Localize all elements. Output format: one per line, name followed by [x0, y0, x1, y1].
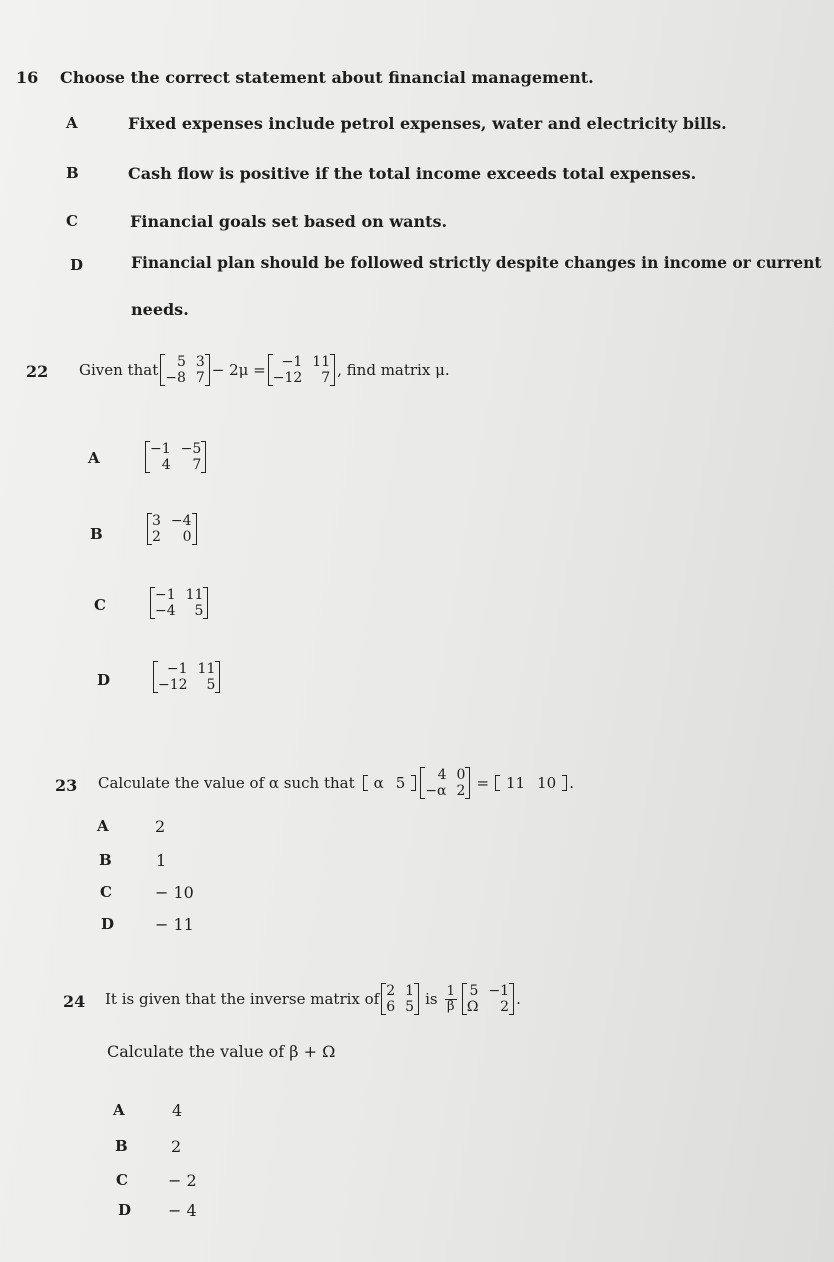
q16-option-b-letter: B: [66, 164, 79, 182]
q23-stem: [98, 763, 574, 803]
q23-option-c-letter: C: [100, 883, 112, 901]
q16-option-b-text: Cash flow is positive if the total income exceeds total expenses.: [128, 164, 697, 183]
q24-matrix-2: 5 −1 Ω 2: [462, 983, 514, 1015]
q23-option-d-text: − 11: [155, 915, 194, 934]
q24-option-b-text: 2: [171, 1137, 182, 1156]
q16-option-c-text: Financial goals set based on wants.: [130, 212, 448, 231]
q16-option-a-letter: A: [66, 114, 78, 132]
q24-number: 24: [63, 992, 86, 1011]
q24-option-c-text: − 2: [168, 1171, 197, 1190]
q23-option-b-text: 1: [156, 851, 167, 870]
q23-equals: =: [476, 774, 490, 792]
q22-matrix-1: 5 3 −8 7: [160, 354, 210, 386]
q23-number: 23: [55, 776, 78, 795]
q16-stem: Choose the correct statement about financial management.: [60, 68, 594, 87]
q24-stem-line2: Calculate the value of β + Ω: [107, 1042, 336, 1061]
q23-row-matrix-1: α 5: [363, 774, 417, 792]
q23-matrix: 4 0 −α 2: [420, 767, 470, 799]
q16-option-c-letter: C: [66, 212, 78, 230]
q23-row-matrix-2: 11 10: [495, 774, 567, 792]
q24-option-c-letter: C: [116, 1171, 128, 1189]
q24-end: .: [516, 990, 521, 1008]
q22-option-d-matrix: −1 11 −12 5: [151, 661, 222, 693]
q16-option-d-letter: D: [70, 256, 84, 274]
q22-number: 22: [26, 362, 49, 381]
q22-option-a-letter: A: [88, 449, 100, 467]
q16-number: 16: [16, 68, 39, 87]
q24-option-a-letter: A: [113, 1101, 125, 1119]
q22-option-c-letter: C: [94, 596, 106, 614]
q22-option-b-letter: B: [90, 525, 103, 543]
q23-option-b-letter: B: [99, 851, 112, 869]
q24-option-d-text: − 4: [168, 1201, 197, 1220]
q24-stem-pre: It is given that the inverse matrix of: [105, 990, 380, 1008]
q23-option-a-text: 2: [155, 817, 166, 836]
q23-option-d-letter: D: [101, 915, 115, 933]
q24-fraction: $\frac{1}{\beta}$: [446, 983, 455, 1014]
q23-end: .: [569, 774, 574, 792]
q23-option-a-letter: A: [97, 817, 109, 835]
q22-stem-post: , find matrix μ.: [337, 361, 450, 379]
q16-option-d-text: Financial plan should be followed strictly despite changes in income or current: [131, 253, 822, 272]
q24-stem: [105, 979, 521, 1019]
q22-operator: − 2μ =: [211, 361, 266, 379]
q22-matrix-2: −1 11 −12 7: [268, 354, 335, 386]
q22-option-d-letter: D: [97, 671, 111, 689]
q22-option-b-matrix: 3 −4 2 0: [145, 513, 199, 545]
q24-is: is: [425, 990, 438, 1008]
q22-option-c-matrix: −1 11 −4 5: [148, 587, 210, 619]
q16-option-d-text-line2: needs.: [131, 300, 189, 319]
q22-option-a-matrix: −1 −5 4 7: [143, 441, 208, 473]
q23-option-c-text: − 10: [155, 883, 194, 902]
q23-stem-pre: Calculate the value of α such that: [98, 774, 355, 792]
q24-matrix-1: 2 1 6 5: [381, 983, 419, 1015]
q16-option-a-text: Fixed expenses include petrol expenses, water and electricity bills.: [128, 114, 727, 133]
q22-stem-pre: Given that: [79, 361, 159, 379]
q24-option-a-text: 4: [172, 1101, 183, 1120]
q24-option-d-letter: D: [118, 1201, 132, 1219]
q24-option-b-letter: B: [115, 1137, 128, 1155]
q22-stem: [79, 350, 450, 390]
